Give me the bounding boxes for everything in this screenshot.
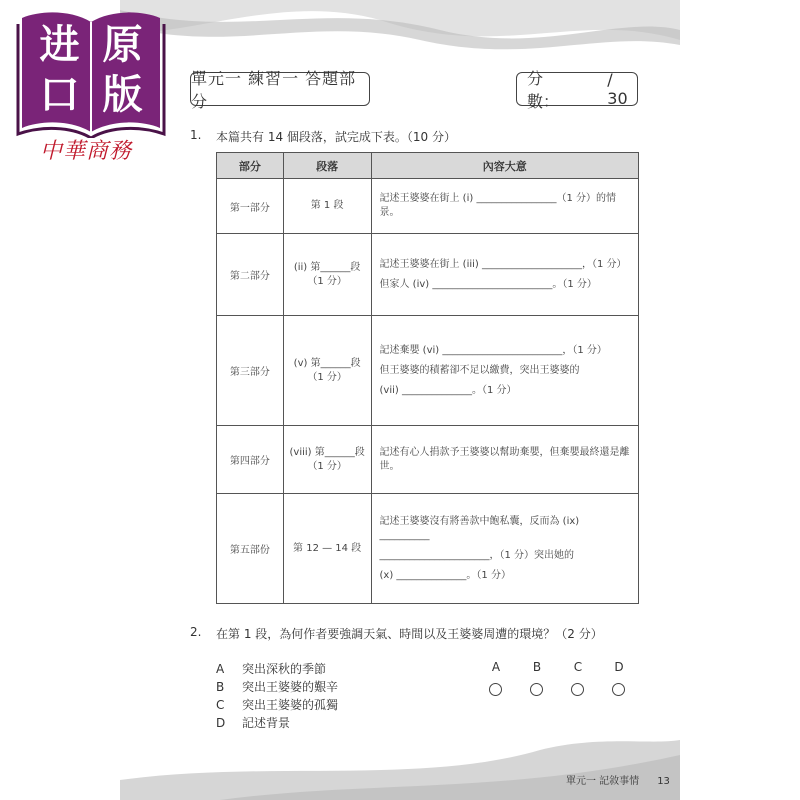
paragraph-text: (viii) 第______段 [289,446,365,458]
paragraph-mark: （1 分） [307,460,347,472]
content-cell [371,494,639,604]
top-decorative-wave [120,0,680,70]
option-text: 記述背景 [242,716,291,730]
choice-label-c: C [573,660,583,674]
table-header: 內容大意 [371,153,639,179]
option-c [216,696,338,713]
choice-d-radio[interactable] [612,683,625,696]
table-row [217,426,639,494]
paragraph-mark: （1 分） [307,371,347,383]
table-row [217,494,639,604]
badge-char: 原 [102,21,143,68]
choice-label-a: A [491,660,501,674]
content-line: 記述棄嬰 (vi) ________________________，（1 分） [379,344,607,356]
paragraph-text: 第 1 段 [310,200,344,211]
table-header-row [217,153,639,179]
option-a [216,660,326,677]
option-text: 突出王婆婆的孤獨 [242,698,339,712]
table-header: 部分 [217,153,284,179]
part-cell: 第一部分 [217,179,284,234]
table-row [217,179,639,234]
paragraph-cell [283,426,371,494]
paragraph-text: 第 12 — 14 段 [293,542,362,554]
paragraph-summary-table [216,152,639,604]
content-line: 但家人 (iv) ________________________。（1 分） [379,278,597,290]
unit-title: 單元一 練習一 答題部分 [191,69,357,111]
score-total: / 30 [607,70,628,108]
table-row [217,234,639,316]
badge-char: 口 [39,71,80,118]
part-cell: 第三部分 [217,316,284,426]
question-1-number: 1. [190,128,202,142]
choice-c-radio[interactable] [571,683,584,696]
page-number: 13 [657,776,670,787]
option-letter: B [216,680,225,694]
paragraph-cell [283,234,371,316]
content-line: 記述有心人捐款予王婆婆以幫助棄嬰，但棄嬰最終還是離世。 [379,446,630,472]
content-line: ______________________，（1 分）突出她的 [379,549,575,561]
part-cell: 第二部分 [217,234,284,316]
content-line: 記述王婆婆在街上 (i) ________________（1 分）的情景。 [379,193,616,218]
option-letter: C [216,698,225,712]
choice-a-radio[interactable] [489,683,502,696]
choice-b-radio[interactable] [530,683,543,696]
paragraph-cell [283,179,371,234]
unit-title-box [190,69,370,111]
content-line: 記述王婆婆在街上 (iii) ____________________，（1 分） [379,258,627,270]
content-cell [371,316,639,426]
badge-char: 版 [102,71,143,118]
part-cell: 第四部分 [217,426,284,494]
badge-char: 进 [39,21,80,68]
option-letter: D [216,716,226,730]
content-cell [371,426,639,494]
question-2-text: 在第 1 段，為何作者要強調天氣、時間以及王婆婆周遭的環境？（2 分） [216,627,603,641]
score-label: 分數： [527,69,560,111]
content-line: (vii) ______________。（1 分） [379,384,517,396]
paragraph-text: (ii) 第______段 [293,261,361,273]
content-cell [371,179,639,234]
page-footer [566,772,670,787]
choice-label-d: D [614,660,624,674]
content-line: 記述王婆婆沒有將善款中飽私囊，反而為 (ix) __________ [379,515,580,541]
score-box [516,69,638,111]
content-cell [371,234,639,316]
publisher-brand: 中華商務 [40,139,133,164]
content-line: 但王婆婆的積蓄卻不足以繳費，突出王婆婆的 [379,364,580,376]
part-cell: 第五部份 [217,494,284,604]
table-header: 段落 [283,153,371,179]
bottom-decorative-wave [120,740,680,800]
option-text: 突出王婆婆的艱辛 [242,680,339,694]
paragraph-cell [283,494,371,604]
question-2-number: 2. [190,625,202,639]
option-text: 突出深秋的季節 [242,662,327,676]
option-b [216,678,338,695]
paragraph-mark: （1 分） [307,275,347,287]
footer-unit: 單元一 記敘事情 [566,776,640,787]
choice-label-b: B [532,660,542,674]
paragraph-text: (v) 第______段 [293,357,361,369]
table-row [217,316,639,426]
paragraph-cell [283,316,371,426]
import-edition-badge [16,10,166,138]
option-d [216,714,290,731]
question-1-text: 本篇共有 14 個段落，試完成下表。（10 分） [216,130,456,144]
option-letter: A [216,662,225,676]
content-line: (x) ______________。（1 分） [379,569,511,581]
